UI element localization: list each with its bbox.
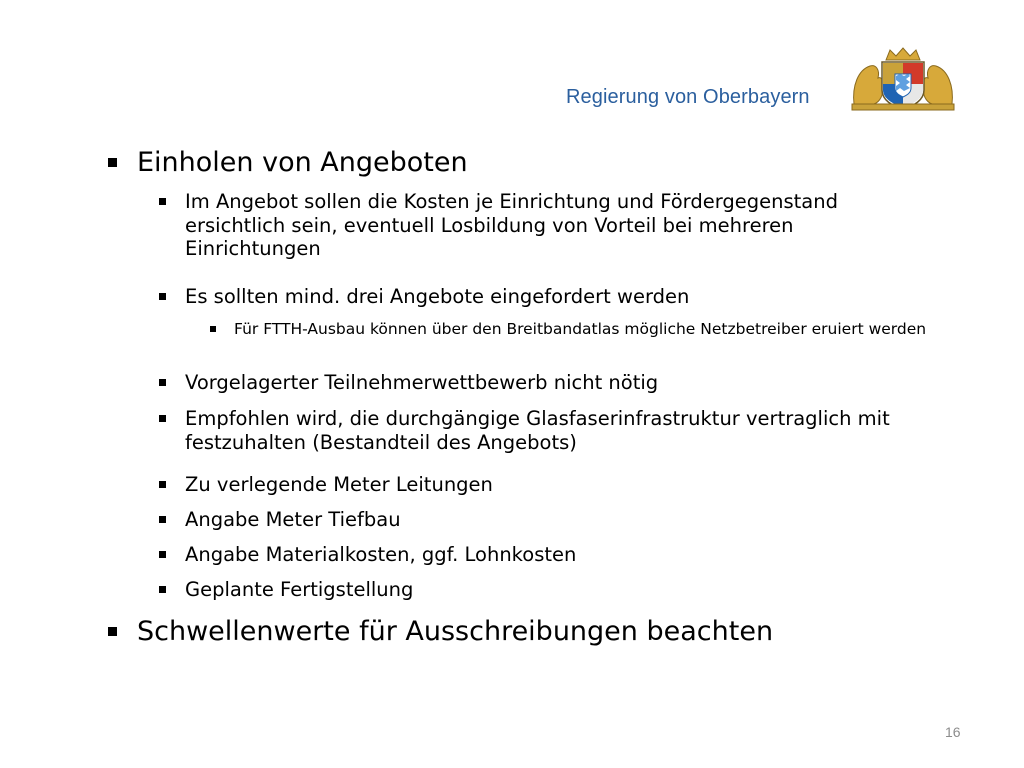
square-bullet-icon bbox=[159, 198, 166, 205]
bullet-text: Empfohlen wird, die durchgängige Glasfaserinfrastruktur vertraglich mit festzuhalten (Bestandteil des Angebots) bbox=[185, 407, 890, 454]
square-bullet-icon bbox=[159, 293, 166, 300]
square-bullet-icon bbox=[159, 586, 166, 593]
bullet-item bbox=[159, 508, 945, 532]
bullet-text: Zu verlegende Meter Leitungen bbox=[185, 473, 493, 496]
header-org-name: Regierung von Oberbayern bbox=[566, 86, 810, 108]
bullet-text: Angabe Materialkosten, ggf. Lohnkosten bbox=[185, 543, 577, 566]
bullet-item bbox=[159, 578, 945, 602]
bullet-text: Schwellenwerte für Ausschreibungen beachten bbox=[137, 616, 774, 647]
bullet-item bbox=[210, 320, 949, 339]
square-bullet-icon bbox=[108, 627, 117, 636]
bullet-item bbox=[108, 615, 897, 648]
bullet-item bbox=[159, 190, 930, 261]
bullet-text: Für FTTH-Ausbau können über den Breitbandatlas mögliche Netzbetreiber eruiert werden bbox=[234, 320, 927, 338]
bullet-text: Es sollten mind. drei Angebote eingefordert werden bbox=[185, 285, 690, 308]
bullet-item bbox=[159, 473, 945, 497]
square-bullet-icon bbox=[159, 481, 166, 488]
bullet-item bbox=[159, 407, 935, 454]
square-bullet-icon bbox=[210, 326, 216, 332]
bullet-item bbox=[159, 371, 945, 395]
square-bullet-icon bbox=[159, 379, 166, 386]
bavarian-coat-of-arms-icon bbox=[848, 46, 958, 112]
bullet-text: Im Angebot sollen die Kosten je Einrichtung und Fördergegenstand ersichtlich sein, eventuell Losbildung von Vorteil bei mehreren Einrichtungen bbox=[185, 190, 838, 260]
page-number: 16 bbox=[945, 724, 961, 740]
square-bullet-icon bbox=[159, 551, 166, 558]
bullet-text: Vorgelagerter Teilnehmerwettbewerb nicht nötig bbox=[185, 371, 659, 394]
bullet-item bbox=[108, 146, 897, 179]
bullet-text: Angabe Meter Tiefbau bbox=[185, 508, 401, 531]
square-bullet-icon bbox=[108, 158, 117, 167]
square-bullet-icon bbox=[159, 516, 166, 523]
bullet-item bbox=[159, 285, 945, 309]
bullet-item bbox=[159, 543, 945, 567]
bullet-text: Einholen von Angeboten bbox=[137, 147, 468, 178]
bullet-text: Geplante Fertigstellung bbox=[185, 578, 414, 601]
square-bullet-icon bbox=[159, 415, 166, 422]
